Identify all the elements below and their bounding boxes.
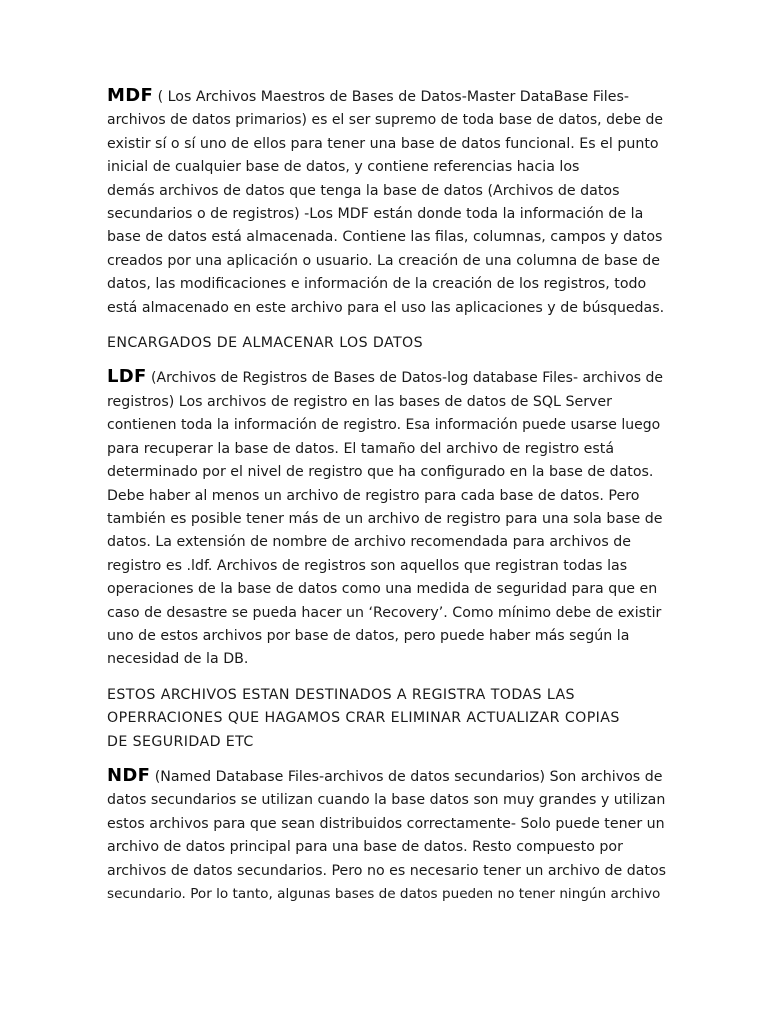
paragraph-text: (Named Database Files-archivos de datos secundarios) Son archivos de	[150, 768, 663, 785]
heading-line: DE SEGURIDAD ETC	[107, 733, 254, 750]
document-page	[107, 84, 667, 906]
paragraph-line: para recuperar la base de datos. El tamaño del archivo de registro está	[107, 440, 615, 457]
ndf-term: NDF	[107, 764, 151, 786]
paragraph-line: operaciones de la base de datos como una medida de seguridad para que en	[107, 581, 658, 598]
mdf-paragraph	[107, 84, 663, 320]
ldf-term: LDF	[107, 366, 147, 388]
paragraph-line: secundario. Por lo tanto, algunas bases de datos pueden no tener ningún archivo	[107, 886, 661, 902]
paragraph-line: Debe haber al menos un archivo de registro para cada base de datos. Pero	[107, 487, 640, 504]
paragraph-line: uno de estos archivos por base de datos, pero puede haber más según la	[107, 627, 630, 644]
paragraph-line: existir sí o sí uno de ellos para tener una base de datos funcional. Es el punto	[107, 135, 659, 152]
heading-line: ESTOS ARCHIVOS ESTAN DESTINADOS A REGISTRA TODAS LAS	[107, 686, 575, 703]
ndf-paragraph	[107, 764, 667, 906]
heading-line: OPERRACIONES QUE HAGAMOS CRAR ELIMINAR ACTUALIZAR COPIAS	[107, 710, 620, 727]
paragraph-line: contienen toda la información de registro. Esa información puede usarse luego	[107, 417, 661, 434]
ldf-paragraph	[107, 365, 663, 671]
paragraph-line: archivos de datos primarios) es el ser supremo de toda base de datos, debe de	[107, 112, 664, 129]
paragraph-line: datos, las modificaciones e información de la creación de los registros, todo	[107, 276, 647, 293]
paragraph-line: archivo de datos principal para una base de datos. Resto compuesto por	[107, 839, 623, 856]
paragraph-line: creados por una aplicación o usuario. La creación de una columna de base de	[107, 252, 660, 269]
paragraph-line: datos. La extensión de nombre de archivo recomendada para archivos de	[107, 534, 631, 551]
heading-line: ENCARGADOS DE ALMACENAR LOS DATOS	[107, 335, 424, 352]
paragraph-line	[107, 764, 663, 789]
paragraph-line: demás archivos de datos que tenga la base de datos (Archivos de datos	[107, 182, 620, 199]
paragraph-line: determinado por el nivel de registro que ha configurado en la base de datos.	[107, 464, 654, 481]
paragraph-line: secundarios o de registros) -Los MDF están donde toda la información de la	[107, 206, 644, 223]
mdf-term: MDF	[107, 85, 154, 106]
paragraph-line: también es posible tener más de un archivo de registro para una sola base de	[107, 510, 663, 527]
section-heading	[107, 684, 663, 754]
paragraph-line: caso de desastre se pueda hacer un ‘Recovery’. Como mínimo debe de existir	[107, 604, 662, 621]
paragraph-text: (Archivos de Registros de Bases de Datos-log database Files- archivos de	[146, 370, 664, 387]
paragraph-line: base de datos está almacenada. Contiene las filas, columnas, campos y datos	[107, 229, 663, 246]
paragraph-line: inicial de cualquier base de datos, y contiene referencias hacia los	[107, 159, 580, 176]
section-heading	[107, 332, 663, 355]
paragraph-line: datos secundarios se utilizan cuando la base datos son muy grandes y utilizan	[107, 792, 666, 809]
paragraph-text: ( Los Archivos Maestros de Bases de Datos-Master DataBase Files-	[153, 89, 629, 105]
paragraph-line: estos archivos para que sean distribuidos correctamente- Solo puede tener un	[107, 815, 665, 832]
paragraph-line	[107, 365, 663, 390]
paragraph-line: registro es .ldf. Archivos de registros son aquellos que registran todas las	[107, 557, 628, 574]
paragraph-line	[107, 84, 663, 109]
paragraph-line: archivos de datos secundarios. Pero no es necesario tener un archivo de datos	[107, 862, 667, 879]
paragraph-line: está almacenado en este archivo para el uso las aplicaciones y de búsquedas.	[107, 299, 665, 316]
paragraph-line: necesidad de la DB.	[107, 651, 249, 668]
paragraph-line: registros) Los archivos de registro en las bases de datos de SQL Server	[107, 393, 612, 410]
